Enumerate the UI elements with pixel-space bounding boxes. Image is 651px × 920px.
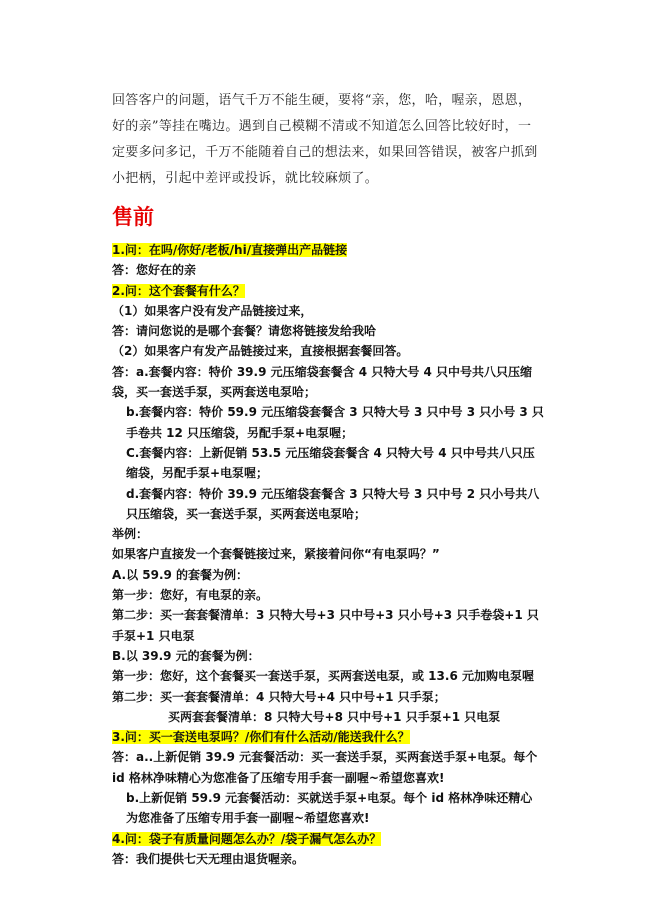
q2-case-1-answer: 答：请问您说的是哪个套餐？请您将链接发给我哈 (112, 324, 377, 339)
document-page (112, 88, 544, 869)
q2-case-2: （2）如果客户有发产品链接过来，直接根据套餐回答。 (112, 344, 409, 359)
q2-answer-a: 答：a.套餐内容：特价 39.9 元压缩袋套餐含 4 只特大号 4 只中号共八只压缩袋，买一套送手泵，买两套送电泵哈； (112, 364, 533, 400)
answer-4: 答：我们提供七天无理由退货喔亲。 (112, 851, 305, 866)
example-b-step-2: 第二步：买一套套餐清单：4 只特大号+4 只中号+1 只手泵； (112, 689, 446, 704)
answer-3-b: b.上新促销 59.9 元套餐活动：买就送手泵+电泵。每个 id 格林净味还精心为您准备了压缩专用手套一副喔~希望您喜欢! (126, 791, 533, 826)
example-a-step-1: 第一步：您好，有电泵的亲。 (112, 588, 269, 603)
example-a-step-2: 第二步：买一套套餐清单：3 只特大号+3 只中号+3 只小号+3 只手卷袋+1 只手泵+1 只电泵 (112, 608, 539, 643)
question-1: 1.问：在吗/你好/老板/hi/直接弹出产品链接 (112, 243, 348, 257)
question-4: 4.问：袋子有质量问题怎么办？/袋子漏气怎么办？ (112, 831, 382, 846)
section-title-presale: 售前 (112, 204, 154, 229)
example-a-title: A.以 59.9 的套餐为例： (112, 567, 249, 582)
example-label: 举例： (112, 527, 149, 542)
example-b-step-2-line-2: 买两套套餐清单：8 只特大号+8 只中号+1 只手泵+1 只电泵 (168, 709, 501, 724)
example-b-step-1: 第一步：您好，这个套餐买一套送手泵，买两套送电泵，或 13.6 元加购电泵喔 (112, 669, 534, 684)
question-2: 2.问：这个套餐有什么？ (112, 283, 245, 298)
example-b-title: B.以 39.9 元的套餐为例： (112, 648, 260, 663)
question-3: 3.问：买一套送电泵吗？/你们有什么活动/能送我什么？ (112, 730, 410, 745)
example-intro: 如果客户直接发一个套餐链接过来，紧接着问你“有电泵吗？” (112, 547, 440, 562)
answer-1: 答：您好在的亲 (112, 263, 197, 278)
q2-case-1: （1）如果客户没有发产品链接过来， (112, 303, 313, 318)
q2-answer-c: C.套餐内容：上新促销 53.5 元压缩袋套餐含 4 只特大号 4 只中号共八只压缩袋，另配手泵+电泵喔； (126, 445, 535, 481)
q2-answer-b: b.套餐内容：特价 59.9 元压缩袋套餐含 3 只特大号 3 只中号 3 只小号 3 只手卷共 12 只压缩袋，另配手泵+电泵喔； (126, 405, 544, 440)
q2-answer-d: d.套餐内容：特价 39.9 元压缩袋套餐含 3 只特大号 3 只中号 2 只小号共八只压缩袋，买一套送手泵，买两套送电泵哈； (126, 486, 540, 521)
intro-paragraph: 回答客户的问题，语气千万不能生硬，要将“亲，您，哈，喔亲，恩恩，好的亲”等挂在嘴边。遇到自己模糊不清或不知道怎么回答比较好时，一定要多问多记，千万不能随着自己的想法来，如果回答错误，被客户抓到小把柄，引起中差评或投诉，就比较麻烦了。 (112, 93, 538, 186)
answer-3-a: 答：a..上新促销 39.9 元套餐活动：买一套送手泵，买两套送手泵+电泵。每个 id 格林净味精心为您准备了压缩专用手套一副喔~希望您喜欢! (112, 750, 538, 785)
